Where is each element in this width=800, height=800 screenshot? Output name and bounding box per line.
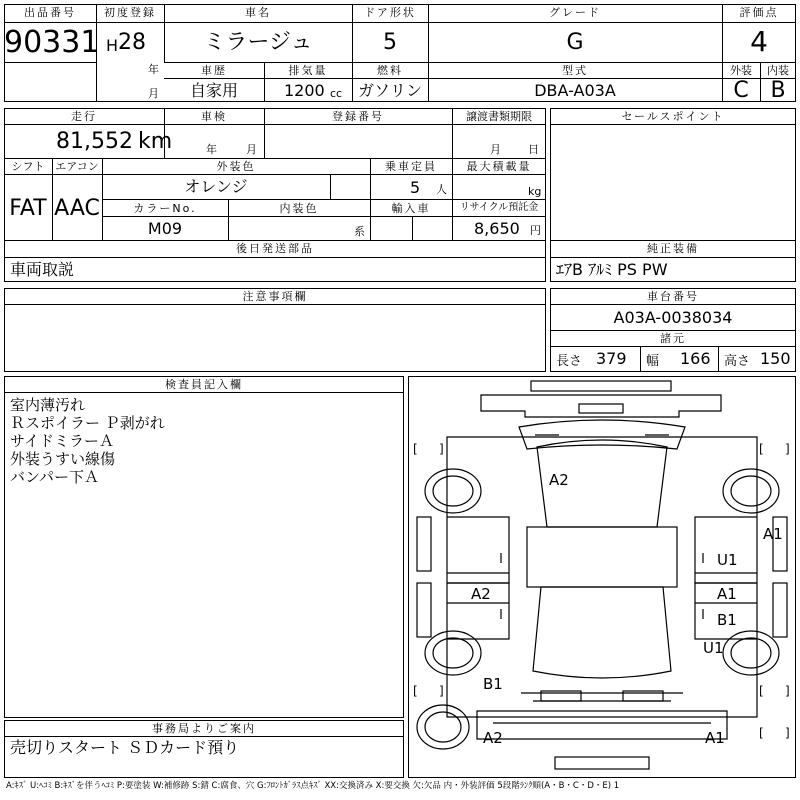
grade-value: G <box>566 30 584 55</box>
model-label: 型式 <box>562 64 588 77</box>
inspector-note: バンパー下Ａ <box>10 468 99 486</box>
import-label: 輸入車 <box>391 202 431 215</box>
car-outline <box>409 377 795 777</box>
width-label: 幅 <box>646 354 660 369</box>
chassis-value: A03A-0038034 <box>613 308 733 327</box>
diagram-bracket: ] <box>439 442 444 456</box>
mileage-unit: km <box>138 129 173 154</box>
transfer-label: 譲渡書類期限 <box>466 110 532 123</box>
width-value: 166 <box>680 349 711 368</box>
inspection-year-unit: 年 <box>206 143 217 156</box>
sales-point-label: セールスポイント <box>621 110 725 123</box>
ac-value: AAC <box>54 196 100 221</box>
int-value: B <box>770 78 786 103</box>
diagram-mark: U1 <box>703 639 724 657</box>
diagram-mark: A1 <box>717 585 737 603</box>
color-label: 外装色 <box>216 160 256 173</box>
equipment-value: ｴｱB ｱﾙﾐ PS PW <box>556 260 668 279</box>
fuel-value: ガソリン <box>357 81 422 100</box>
history-value: 自家用 <box>189 81 238 100</box>
caution-label: 注意事項欄 <box>242 290 308 303</box>
chassis-label: 車台番号 <box>647 290 699 303</box>
transfer-month-unit: 月 <box>490 143 501 156</box>
score-label: 評価点 <box>739 6 779 19</box>
height-value: 150 <box>760 349 791 368</box>
inspector-note: サイドミラーＡ <box>10 432 114 450</box>
score-value: 4 <box>750 25 768 58</box>
grade-label: グレード <box>549 6 601 19</box>
colorno-value: M09 <box>147 219 183 238</box>
inspector-note: Ｒスポイラー Ｐ剥がれ <box>10 414 165 432</box>
int-label: 内装 <box>767 64 789 77</box>
reg-label: 初度登録 <box>104 6 156 19</box>
shift-value: FAT <box>9 196 47 221</box>
length-label: 長さ <box>556 354 583 369</box>
name-label: 車名 <box>245 6 271 19</box>
seats-unit: 人 <box>436 183 447 196</box>
diagram-bracket: ] <box>439 684 444 698</box>
diagram-mark: B1 <box>483 675 503 693</box>
height-label: 高さ <box>724 354 751 369</box>
diagram-bracket: ] <box>785 442 790 456</box>
diagram-mark: U1 <box>717 551 738 569</box>
seats-label: 乗車定員 <box>385 160 437 173</box>
disp-label: 排気量 <box>288 64 328 77</box>
model-value: DBA-A03A <box>534 81 616 100</box>
mileage-value: 81,552 <box>56 129 133 154</box>
colorno-label: カラーNo. <box>133 202 197 215</box>
sales-point-box <box>550 108 796 282</box>
history-label: 車歴 <box>201 64 227 77</box>
spec-label: 諸元 <box>660 332 686 345</box>
seats-value: 5 <box>410 178 421 197</box>
ext-label: 外装 <box>730 64 752 77</box>
office-value: 売切りスタート ＳＤカード預り <box>10 738 240 757</box>
recycle-value: 8,650 <box>474 219 520 238</box>
later-parts-label: 後日発送部品 <box>236 242 314 255</box>
recycle-label: リサイクル預託金 <box>459 202 539 213</box>
mileage-label: 走行 <box>71 110 97 123</box>
recycle-unit: 円 <box>530 224 541 237</box>
transfer-day-unit: 日 <box>528 143 539 156</box>
diagram-mark: A1 <box>705 729 725 747</box>
year-unit: 年 <box>148 63 159 76</box>
regno-label: 登録番号 <box>332 110 384 123</box>
inspection-label: 車検 <box>201 110 227 123</box>
intcolor-label: 内装色 <box>279 202 319 215</box>
diagram-bracket: ] <box>785 684 790 698</box>
inspector-notes <box>10 396 400 486</box>
diagram-mark: B1 <box>717 611 737 629</box>
diagram-mark: A2 <box>471 585 491 603</box>
diagram-bracket: [ <box>759 684 764 698</box>
diagram-bracket: ] <box>785 726 790 740</box>
inspector-note: 室内薄汚れ <box>10 396 86 414</box>
length-value: 379 <box>596 349 627 368</box>
office-label: 事務局よりご案内 <box>152 722 256 735</box>
diagram-bracket: [ <box>413 684 418 698</box>
ac-label: エアコン <box>55 160 99 173</box>
door-label: ドア形状 <box>364 6 416 19</box>
reg-era: H <box>106 36 119 55</box>
car-name: ミラージュ <box>203 30 313 55</box>
door-value: 5 <box>383 30 397 55</box>
disp-unit: cc <box>330 87 343 100</box>
load-label: 最大積載量 <box>466 160 532 173</box>
inspection-month-unit: 月 <box>246 143 257 156</box>
lot-number: 90331 <box>4 25 100 60</box>
shift-label: シフト <box>11 160 45 173</box>
inspector-label: 検査員記入欄 <box>165 378 243 391</box>
diagram-bracket: [ <box>413 442 418 456</box>
fuel-label: 燃料 <box>377 64 403 77</box>
inspector-note: 外装うすい線傷 <box>10 450 116 468</box>
diagram-mark: A2 <box>549 471 569 489</box>
car-diagram <box>408 376 796 778</box>
intcolor-unit: 系 <box>354 225 365 238</box>
diagram-bracket: [ <box>759 442 764 456</box>
load-unit: kg <box>528 185 542 198</box>
later-parts-value: 車両取説 <box>10 260 75 279</box>
month-unit: 月 <box>148 87 159 100</box>
ext-value: C <box>733 78 749 103</box>
equipment-label: 純正装備 <box>647 242 699 255</box>
diagram-mark: A2 <box>483 729 503 747</box>
disp-value: 1200 <box>284 81 325 100</box>
diagram-bracket: [ <box>759 726 764 740</box>
lot-label: 出品番号 <box>24 6 76 19</box>
diagram-mark: A1 <box>763 525 783 543</box>
damage-legend: A:ｷｽﾞ U:ﾍｺﾐ B:ｷｽﾞを伴うﾍｺﾐ P:要塗装 W:補修跡 S:錆 C:腐食、穴 G:ﾌﾛﾝﾄｶﾞﾗｽ点ｷｽﾞ XX:交換済み X:要交換 欠:欠品 内・外装評価 5段階ﾗﾝｸ順(A・B・C・D・E) 1 <box>6 781 620 791</box>
reg-year: 28 <box>118 30 146 55</box>
color-value: オレンジ <box>184 177 248 196</box>
